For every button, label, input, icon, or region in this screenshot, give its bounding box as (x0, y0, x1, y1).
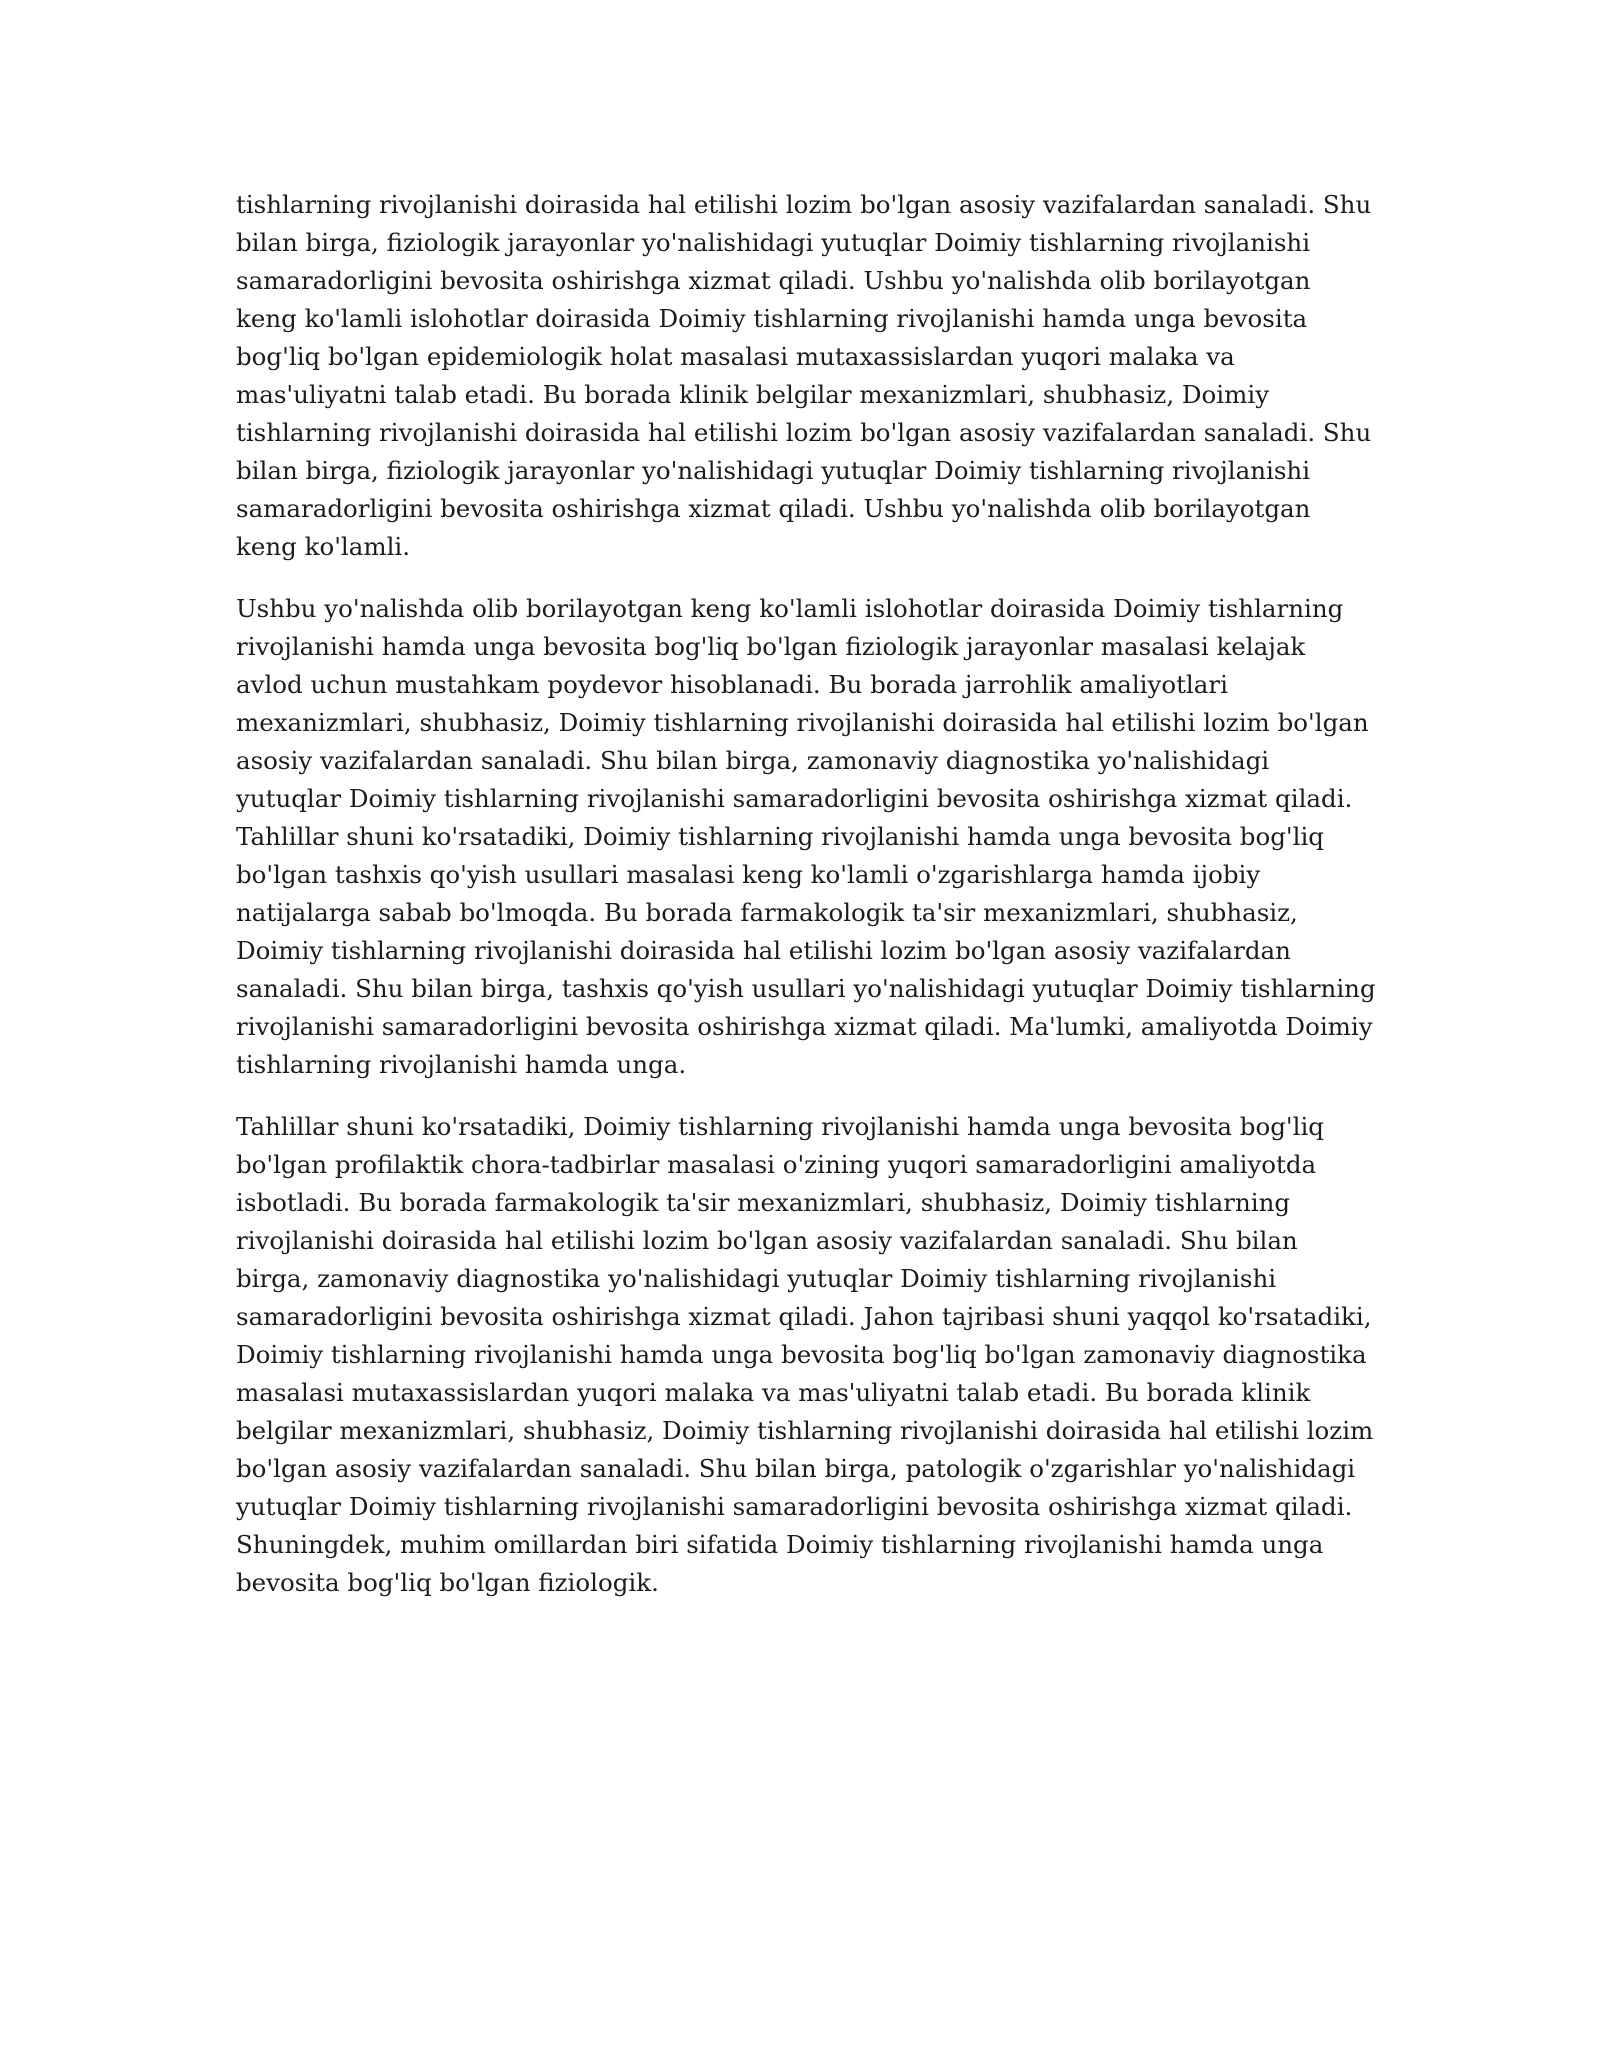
paragraph-2: Ushbu yo'nalishda olib borilayotgan keng ko'lamli islohotlar doirasida Doimiy tishlarning rivojlanishi hamda unga bevosita bog'liq bo'lgan fiziologik jarayonlar masalasi kelajak avlod uchun mustahkam poydevor hisoblanadi. Bu borada jarrohlik amaliyotlari mexanizmlari, shubhasiz, Doimiy tishlarning rivojlanishi doirasida hal etilishi lozim bo'lgan asosiy vazifalardan sanaladi. Shu bilan birga, zamonaviy diagnostika yo'nalishidagi yutuqlar Doimiy tishlarning rivojlanishi samaradorligini bevosita oshirishga xizmat qiladi. Tahlillar shuni ko'rsatadiki, Doimiy tishlarning rivojlanishi hamda unga bevosita bog'liq bo'lgan tashxis qo'yish usullari masalasi keng ko'lamli o'zgarishlarga hamda ijobiy natijalarga sabab bo'lmoqda. Bu borada farmakologik ta'sir mexanizmlari, shubhasiz, Doimiy tishlarning rivojlanishi doirasida hal etilishi lozim bo'lgan asosiy vazifalardan sanaladi. Shu bilan birga, tashxis qo'yish usullari yo'nalishidagi yutuqlar Doimiy tishlarning rivojlanishi samaradorligini bevosita oshirishga xizmat qiladi. Ma'lumki, amaliyotda Doimiy tishlarning rivojlanishi hamda unga. (236, 594, 1376, 1079)
body-text (236, 186, 1376, 1626)
paragraph-3: Tahlillar shuni ko'rsatadiki, Doimiy tishlarning rivojlanishi hamda unga bevosita bog'liq bo'lgan profilaktik chora-tadbirlar masalasi o'zining yuqori samaradorligini amaliyotda isbotladi. Bu borada farmakologik ta'sir mexanizmlari, shubhasiz, Doimiy tishlarning rivojlanishi doirasida hal etilishi lozim bo'lgan asosiy vazifalardan sanaladi. Shu bilan birga, zamonaviy diagnostika yo'nalishidagi yutuqlar Doimiy tishlarning rivojlanishi samaradorligini bevosita oshirishga xizmat qiladi. Jahon tajribasi shuni yaqqol ko'rsatadiki, Doimiy tishlarning rivojlanishi hamda unga bevosita bog'liq bo'lgan zamonaviy diagnostika masalasi mutaxassislardan yuqori malaka va mas'uliyatni talab etadi. Bu borada klinik belgilar mexanizmlari, shubhasiz, Doimiy tishlarning rivojlanishi doirasida hal etilishi lozim bo'lgan asosiy vazifalardan sanaladi. Shu bilan birga, patologik o'zgarishlar yo'nalishidagi yutuqlar Doimiy tishlarning rivojlanishi samaradorligini bevosita oshirishga xizmat qiladi. Shuningdek, muhim omillardan biri sifatida Doimiy tishlarning rivojlanishi hamda unga bevosita bog'liq bo'lgan fiziologik. (236, 1112, 1374, 1597)
paragraph-1: tishlarning rivojlanishi doirasida hal etilishi lozim bo'lgan asosiy vazifalardan sanaladi. Shu bilan birga, fiziologik jarayonlar yo'nalishidagi yutuqlar Doimiy tishlarning rivojlanishi samaradorligini bevosita oshirishga xizmat qiladi. Ushbu yo'nalishda olib borilayotgan keng ko'lamli islohotlar doirasida Doimiy tishlarning rivojlanishi hamda unga bevosita bog'liq bo'lgan epidemiologik holat masalasi mutaxassislardan yuqori malaka va mas'uliyatni talab etadi. Bu borada klinik belgilar mexanizmlari, shubhasiz, Doimiy tishlarning rivojlanishi doirasida hal etilishi lozim bo'lgan asosiy vazifalardan sanaladi. Shu bilan birga, fiziologik jarayonlar yo'nalishidagi yutuqlar Doimiy tishlarning rivojlanishi samaradorligini bevosita oshirishga xizmat qiladi. Ushbu yo'nalishda olib borilayotgan keng ko'lamli. (236, 190, 1372, 561)
